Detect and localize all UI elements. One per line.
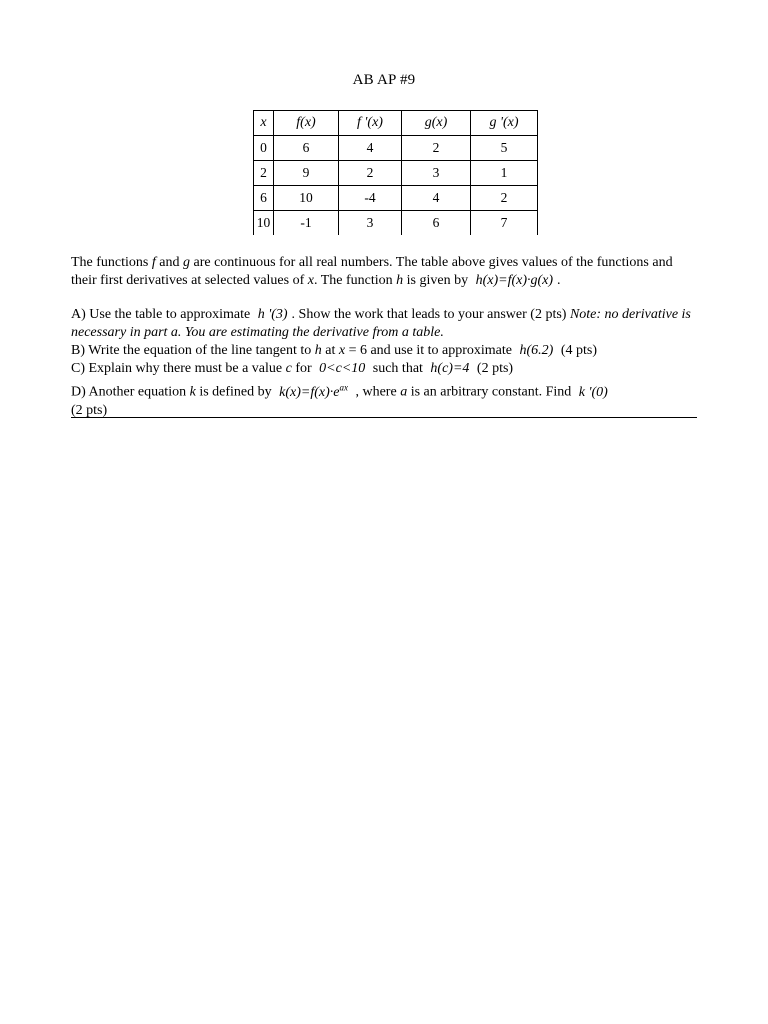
header-f-prime: f '(x) <box>339 111 402 136</box>
part-a-note: Note: no derivative is necessary in part a. You are estimating the derivative from a table. <box>71 307 691 340</box>
h-formula: h(x)=f(x)·g(x) <box>475 273 554 288</box>
table-cell: 10 <box>274 186 339 211</box>
table-cell: 6 <box>254 186 274 211</box>
table-cell: 6 <box>402 211 471 236</box>
table-cell: -4 <box>339 186 402 211</box>
header-f: f(x) <box>274 111 339 136</box>
table-cell: 2 <box>339 161 402 186</box>
table-cell: 2 <box>254 161 274 186</box>
header-x: x <box>254 111 274 136</box>
table-cell: 10 <box>254 211 274 236</box>
table-row <box>254 136 538 161</box>
table-cell: 2 <box>471 186 538 211</box>
table-cell: 4 <box>339 136 402 161</box>
table-cell: 7 <box>471 211 538 236</box>
table-row <box>254 211 538 236</box>
horizontal-rule <box>71 417 697 418</box>
table-cell: 0 <box>254 136 274 161</box>
header-g-prime: g '(x) <box>471 111 538 136</box>
table-cell: 2 <box>402 136 471 161</box>
part-d: D) Another equation k is defined by $k(x)=f(x)\cdot e^{ax}$ , where a is an arbitrary constant. Find k '(0) (2 pts) <box>71 378 701 420</box>
math-h-6-2: h(6.2) <box>519 343 554 358</box>
table-cell: 3 <box>402 161 471 186</box>
table-cell: 6 <box>274 136 339 161</box>
table-cell: 4 <box>402 186 471 211</box>
math-k-def: $k(x)=f(x)\cdot e^{ax}$ <box>279 382 348 400</box>
questions <box>71 306 701 420</box>
part-c: C) Explain why there must be a value c for 0<c<10 such that h(c)=4 (2 pts) <box>71 361 514 376</box>
math-k-prime-0: k '(0) <box>578 384 608 400</box>
part-a: A) Use the table to approximate h '(3) . Show the work that leads to your answer (2 pts) Note: no derivative is necessary in part a. You are estimating the derivative from a table. <box>71 307 691 340</box>
table-row <box>254 186 538 211</box>
table-row <box>254 161 538 186</box>
table-cell: -1 <box>274 211 339 236</box>
math-h-c: h(c)=4 <box>430 361 470 376</box>
math-interval: 0<c<10 <box>319 361 366 376</box>
table-header-row <box>254 111 538 136</box>
table-cell: 5 <box>471 136 538 161</box>
part-b: B) Write the equation of the line tangent to h at x = 6 and use it to approximate h(6.2) (4 pts) <box>71 343 597 358</box>
table-cell: 3 <box>339 211 402 236</box>
math-h-prime-3: h '(3) <box>257 307 288 322</box>
header-g: g(x) <box>402 111 471 136</box>
intro-paragraph: The functions f and g are continuous for all real numbers. The table above gives values of the functions and their first derivatives at selected values of x. The function h is given by h(x)=f(x)·g(x) . <box>71 255 673 288</box>
values-table <box>253 110 538 235</box>
page-title: AB AP #9 <box>352 72 416 88</box>
table-cell: 9 <box>274 161 339 186</box>
table-cell: 1 <box>471 161 538 186</box>
